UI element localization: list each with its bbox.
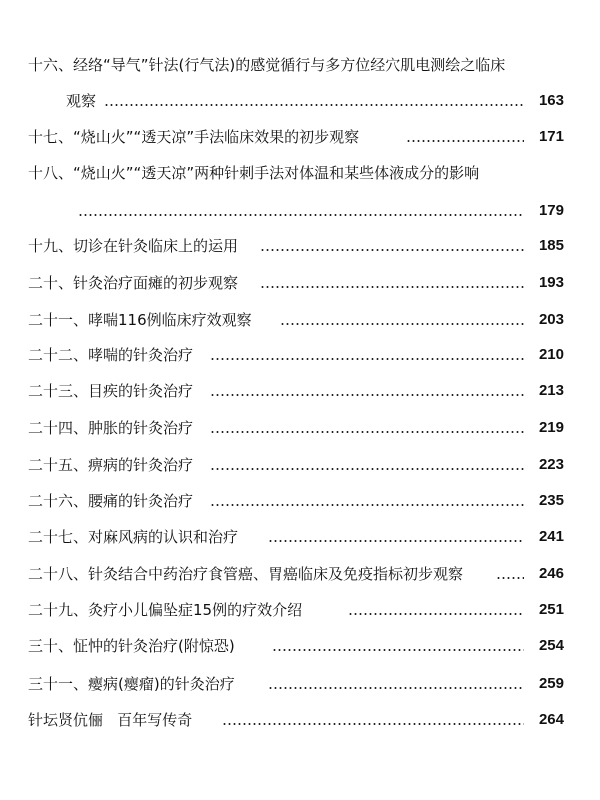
leader-dots [210,358,524,360]
toc-entry-page: 251 [538,601,564,618]
toc-entry-title: 二十七、对麻风病的认识和治疗 [28,528,239,546]
leader-dots [268,687,524,689]
leader-dots [210,468,524,470]
leader-dots [260,286,524,288]
toc-entry-page: 254 [538,637,564,654]
toc-entry-page: 210 [538,346,564,363]
toc-entry-title: 针坛贤伉俪 百年写传奇 [28,711,193,729]
toc-entry-page: 213 [538,382,564,399]
toc-entry [0,707,600,733]
toc-entry [0,633,600,659]
toc-entry-page: 241 [538,528,564,545]
toc-entry [0,597,600,623]
toc-entry-page: 185 [538,237,564,254]
toc-entry-page: 246 [538,565,564,582]
toc-entry-page: 171 [538,128,564,145]
toc-entry-title: 三十、怔忡的针灸治疗(附惊恐) [28,637,235,655]
toc-entry-title: 二十四、肿胀的针灸治疗 [28,419,194,437]
toc-entry-page: 235 [538,492,564,509]
toc-entry-title: 十七、“烧山火”“透天凉”手法临床效果的初步观察 [28,128,360,146]
toc-entry [0,307,600,333]
toc-entry [0,270,600,296]
toc-entry [0,671,600,697]
leader-dots [268,540,524,542]
toc-entry-title: 二十二、哮喘的针灸治疗 [28,346,194,364]
toc-entry-title: 十八、“烧山火”“透天凉”两种针刺手法对体温和某些体液成分的影响 [28,164,480,182]
toc-entry-page: 179 [538,202,564,219]
toc-entry-page: 223 [538,456,564,473]
toc-entry-page: 193 [538,274,564,291]
toc-entry-title: 二十五、痹病的针灸治疗 [28,456,194,474]
leader-dots [78,214,524,216]
toc-entry-page: 264 [538,711,564,728]
toc-entry [0,52,600,78]
toc-entry-title: 十六、经络“导气”针法(行气法)的感觉循行与多方位经穴肌电测绘之临床 [28,56,506,74]
leader-dots [406,140,524,142]
leader-dots [210,431,524,433]
toc-entry [0,452,600,478]
toc-entry-title: 二十、针灸治疗面瘫的初步观察 [28,274,239,292]
toc-entry-page: 259 [538,675,564,692]
toc-entry-title: 二十九、灸疗小儿偏坠症15例的疗效介绍 [28,601,303,619]
leader-dots [496,577,524,579]
toc-entry-page: 219 [538,419,564,436]
toc-entry-continuation [0,88,600,114]
toc-entry [0,342,600,368]
leader-dots [222,723,524,725]
toc-entry-title: 二十一、哮喘116例临床疗效观察 [28,311,252,329]
toc-entry-title: 二十八、针灸结合中药治疗食管癌、胃癌临床及免疫指标初步观察 [28,565,464,583]
toc-entry-title: 观察 [66,92,97,110]
toc-entry [0,561,600,587]
leader-dots [272,649,524,651]
toc-entry-title: 十九、切诊在针灸临床上的运用 [28,237,239,255]
toc-entry [0,415,600,441]
toc-entry-title: 三十一、瘿病(瘿瘤)的针灸治疗 [28,675,235,693]
toc-entry [0,233,600,259]
toc-entry [0,160,600,186]
toc-entry-page: 203 [538,311,564,328]
toc-entry [0,524,600,550]
leader-dots [210,504,524,506]
leader-dots [348,613,524,615]
leader-dots [104,104,524,106]
toc-entry [0,488,600,514]
leader-dots [260,249,524,251]
toc-entry-title: 二十三、目疾的针灸治疗 [28,382,194,400]
toc-entry-title: 二十六、腰痛的针灸治疗 [28,492,194,510]
leader-dots [280,323,524,325]
toc-entry [0,378,600,404]
leader-dots [210,394,524,396]
toc-entry-continuation [0,198,600,224]
toc-entry-page: 163 [538,92,564,109]
toc-entry [0,124,600,150]
